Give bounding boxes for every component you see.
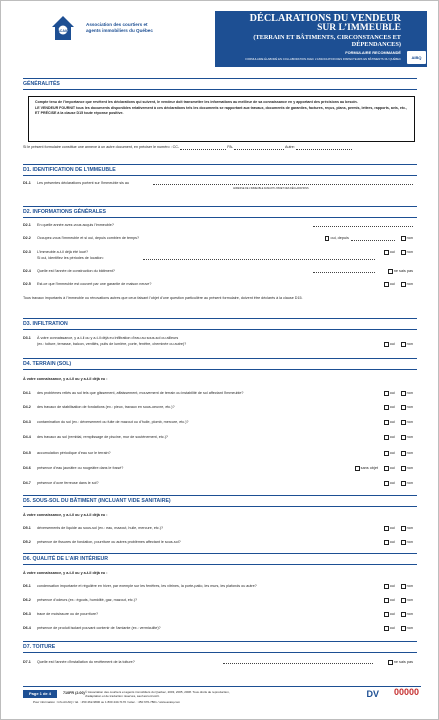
- question-d6-4: [23, 626, 417, 635]
- oui-checkbox[interactable]: [384, 405, 389, 410]
- divider: [23, 329, 417, 330]
- question-d4-2: [23, 405, 417, 414]
- question-code: D2.3: [23, 250, 31, 254]
- yes-no: oui, depuis non: [319, 236, 413, 241]
- divider: [23, 358, 417, 359]
- oui-checkbox[interactable]: [384, 598, 389, 603]
- form-number: 710FR (2.00): [63, 691, 85, 695]
- non-checkbox[interactable]: [401, 540, 406, 545]
- non-checkbox[interactable]: [401, 282, 406, 287]
- oui-checkbox[interactable]: [384, 584, 389, 589]
- question-d2-4: [23, 269, 417, 278]
- question-d6-2: [23, 598, 417, 607]
- yes-no: oui non: [378, 612, 413, 617]
- non-checkbox[interactable]: [401, 451, 406, 456]
- question-d4-6: [23, 466, 417, 475]
- address-sublabel: ADRESSE DE L’IMMEUBLE FAISANT L’OBJET DES DÉCLARATIONS: [233, 187, 309, 190]
- annex-text: Si le présent formulaire constitue une annexe à un autre document, en préciser le numéro : CC-: [23, 145, 180, 149]
- non-checkbox[interactable]: [401, 236, 406, 241]
- yes-no: oui non: [378, 451, 413, 456]
- yes-no: oui non: [378, 584, 413, 589]
- yes-no: oui non: [378, 598, 413, 603]
- question-code: D6.2: [23, 598, 31, 602]
- title-line3: (TERRAIN ET BÂTIMENTS, CIRCONSTANCES ET DÉPENDANCES): [253, 33, 401, 48]
- yes-no: sans objet oui non: [349, 466, 413, 471]
- oui-checkbox[interactable]: [384, 612, 389, 617]
- svg-text:ACAIQ: ACAIQ: [57, 29, 69, 33]
- question-d2-1: [23, 223, 417, 232]
- yes-no: oui non: [378, 391, 413, 396]
- yes-no: oui non: [378, 481, 413, 486]
- acaiq-logo: [51, 15, 75, 41]
- section-heading-general: GÉNÉRALITÉS: [23, 81, 60, 87]
- divider: [23, 164, 417, 165]
- annex-autre-field[interactable]: [296, 146, 352, 150]
- divider: [23, 78, 417, 79]
- oui-checkbox[interactable]: [384, 626, 389, 631]
- non-checkbox[interactable]: [401, 420, 406, 425]
- d2-note: Tous travaux importants à l’immeuble ou rénovations autres que ceux faisant l’objet d’une question particulière au présent formulaire, doivent être déclarés à la clause D15.: [23, 296, 303, 300]
- question-text: présence de produit isolant pouvant contenir de l’amiante (ex.: vermiculite)?: [37, 626, 161, 630]
- annex-pa-field[interactable]: [234, 146, 284, 150]
- question-text: En quelle année avez-vous acquis l’immeuble?: [37, 223, 114, 227]
- question-d4-5: [23, 451, 417, 460]
- answer-field[interactable]: [313, 223, 413, 227]
- yes-no: oui non: [378, 526, 413, 531]
- yes-no: oui non: [378, 342, 413, 347]
- question-d4-7: [23, 481, 417, 490]
- question-code: D7.1: [23, 660, 31, 664]
- question-code: D5.1: [23, 526, 31, 530]
- question-d4-4: [23, 435, 417, 444]
- question-code: D4.1: [23, 391, 31, 395]
- oui-checkbox[interactable]: [384, 435, 389, 440]
- yes-no: oui non: [378, 420, 413, 425]
- page-indicator: Page 1 de 4: [23, 690, 57, 698]
- roof-year-field[interactable]: [223, 660, 373, 664]
- question-text: Quelle est l’année d’installation du revêtement de la toiture?: [37, 660, 135, 664]
- oui-checkbox[interactable]: [384, 526, 389, 531]
- divider: [23, 641, 417, 642]
- yes-no: oui non: [378, 282, 413, 287]
- question-text: présence de fissures de fondation, pourriture ou autres problèmes affectant le sous-sol?: [37, 540, 181, 544]
- rental-periods-field[interactable]: [143, 256, 375, 260]
- yes-no: oui non: [378, 435, 413, 440]
- question-code: D4.6: [23, 466, 31, 470]
- question-text: des travaux au sol (remblai, remplissage de piscine, mur de soutènement, etc.)?: [37, 435, 168, 439]
- question-text: condensation importante et régulière en hiver, par exemple sur les fenêtres, les vitrines, la porte-patio, les murs, les plafonds ou autre?: [37, 584, 257, 588]
- annex-pa-label: PA-: [227, 145, 234, 149]
- question-d7-1: [23, 660, 417, 669]
- non-checkbox[interactable]: [401, 466, 406, 471]
- question-code: D2.5: [23, 282, 31, 286]
- header: [13, 11, 429, 73]
- section-heading-d5: D5. SOUS-SOL DU BÂTIMENT (INCLUANT VIDE SANITAIRE): [23, 498, 171, 504]
- title-line4: FORMULAIRE RECOMMANDÉ: [345, 49, 401, 55]
- question-text: déversements de liquide au sous-sol (ex.: eau, mazout, huile, mercure, etc.)?: [37, 526, 164, 530]
- title-box: [215, 11, 427, 67]
- divider: [23, 564, 417, 565]
- divider: [23, 175, 417, 176]
- oui-checkbox[interactable]: [384, 391, 389, 396]
- dv-label: DV: [366, 689, 379, 699]
- divider: [23, 206, 417, 207]
- non-checkbox[interactable]: [401, 598, 406, 603]
- footer: [23, 686, 421, 706]
- yes-no: oui non: [378, 540, 413, 545]
- divider: [23, 89, 417, 90]
- oui-checkbox[interactable]: [384, 540, 389, 545]
- non-checkbox[interactable]: [401, 405, 406, 410]
- question-text: Est-ce que l’immeuble est couvert par une garantie de maison neuve?: [37, 282, 152, 286]
- question-code: D3.1: [23, 336, 31, 340]
- annex-cc-field[interactable]: [180, 146, 226, 150]
- construction-year-field[interactable]: [313, 269, 375, 273]
- org-name: Association des courtiers et agents immobiliers du Québec: [86, 22, 153, 33]
- yes-no: oui non: [378, 405, 413, 410]
- non-checkbox[interactable]: [401, 391, 406, 396]
- question-d2-2: [23, 236, 417, 245]
- d5-intro: À votre connaissance, y a-t-il ou y a-t-il déjà eu :: [23, 513, 108, 517]
- section-heading-d2: D2. INFORMATIONS GÉNÉRALES: [23, 209, 106, 215]
- question-code: D4.2: [23, 405, 31, 409]
- question-text: Quelle est l’année de construction du bâtiment?: [37, 269, 115, 273]
- divider: [23, 652, 417, 653]
- question-code: D6.4: [23, 626, 31, 630]
- non-checkbox[interactable]: [401, 526, 406, 531]
- question-text: des travaux de stabilisation de fondations (ex.: pieux, travaux en sous-oeuvre, etc.)?: [37, 405, 175, 409]
- question-code: D2.4: [23, 269, 31, 273]
- oui-checkbox[interactable]: [384, 342, 389, 347]
- question-subtext: (ex.: toiture, terrasse, balcon, ventilés, puits de lumière, porte, fenêtre, cheminée ou autre)?: [37, 342, 187, 346]
- section-heading-d1: D1. IDENTIFICATION DE L’IMMEUBLE: [23, 167, 116, 173]
- question-text: des problèmes reliés au sol tels que glissement, affaissement, mouvement de terrain ou instabilité de sol affectant l’immeuble?: [37, 391, 244, 395]
- oui-checkbox[interactable]: [384, 250, 389, 255]
- question-code: D2.2: [23, 236, 31, 240]
- non-checkbox[interactable]: [401, 481, 406, 486]
- oui-checkbox[interactable]: [384, 481, 389, 486]
- annex-row: [23, 145, 417, 150]
- copyright: © Association des courtiers et agents immobiliers du Québec, 2003, 2005, 2008. Tous droits de reproduction, d’adaptation et de traduction réservés, sauf accord écrit.: [85, 690, 230, 698]
- oui-checkbox[interactable]: [384, 282, 389, 287]
- aibq-badge: AIBQ: [407, 51, 426, 64]
- divider: [23, 553, 417, 554]
- divider: [23, 318, 417, 319]
- question-d2-3: [23, 250, 417, 264]
- ne-sais-pas-checkbox[interactable]: [388, 269, 393, 274]
- question-text: contamination du sol (ex.: déversement ou fuite de mazout ou d’huile, plomb, mercure, etc.)?: [37, 420, 189, 424]
- non-checkbox[interactable]: [401, 435, 406, 440]
- divider: [23, 495, 417, 496]
- d4-intro: À votre connaissance, y a-t-il ou y a-t-il déjà eu :: [23, 377, 108, 381]
- divider: [23, 369, 417, 370]
- section-heading-d3: D3. INFILTRATION: [23, 321, 68, 327]
- question-code: D1.1: [23, 181, 31, 185]
- contact-info: Pour information : Info ACAIQ / tél. : 450 462-9800 ou 1 800 440-7170 / télec. : 450 676-7801 / www.acaiq.com: [33, 700, 181, 704]
- question-text: présence d’ocre ferreuse dans le sol?: [37, 481, 99, 485]
- oui-checkbox[interactable]: [384, 420, 389, 425]
- question-d1-1: [23, 181, 417, 190]
- d6-intro: À votre connaissance, y a-t-il ou y a-t-il déjà eu :: [23, 571, 108, 575]
- yes-no: oui non: [378, 250, 413, 255]
- question-text: présence d’odeurs (ex.: égouts, humidité, gaz, mazout, etc.)?: [37, 598, 138, 602]
- question-text: Les présentes déclarations portent sur l’immeuble sis au: [37, 181, 130, 185]
- question-code: D4.5: [23, 451, 31, 455]
- question-text: L’immeuble a-t-il déjà été loué?: [37, 250, 89, 254]
- question-code: D5.2: [23, 540, 31, 544]
- non-checkbox[interactable]: [401, 584, 406, 589]
- title-line2: SUR L’IMMEUBLE: [317, 23, 401, 33]
- address-field[interactable]: [153, 181, 413, 185]
- question-text: présence d’eau jaunâtre ou rougeâtre dans le fossé?: [37, 466, 124, 470]
- unknown-option: ne sais pas: [382, 660, 413, 665]
- section-heading-d6: D6. QUALITÉ DE L’AIR INTÉRIEUR: [23, 556, 109, 562]
- title-line5: FORMULAIRE ÉLABORÉ EN COLLABORATION AVEC L’ASSOCIATION DES INSPECTEURS EN BÂTIMENTS DU QUÉBEC: [245, 57, 401, 61]
- annex-autre-label: Autre:: [285, 145, 295, 149]
- question-d4-3: [23, 420, 417, 429]
- question-code: D4.7: [23, 481, 31, 485]
- question-text: accumulation périodique d’eau sur le terrain?: [37, 451, 111, 455]
- question-d4-1: [23, 391, 417, 400]
- section-heading-d7: D7. TOITURE: [23, 644, 56, 650]
- non-checkbox[interactable]: [401, 342, 406, 347]
- ne-sais-pas-checkbox[interactable]: [388, 660, 393, 665]
- divider: [23, 217, 417, 218]
- question-code: D4.4: [23, 435, 31, 439]
- question-d6-1: [23, 584, 417, 593]
- question-text: trace de moisissure ou de pourriture?: [37, 612, 99, 616]
- divider: [23, 506, 417, 507]
- oui-checkbox[interactable]: [325, 236, 330, 241]
- question-text: À votre connaissance, y a-t-il ou y a-t-il déjà eu infiltration d’eau au sous-sol ou ailleurs: [37, 336, 179, 340]
- non-checkbox[interactable]: [401, 612, 406, 617]
- question-d3-1: [23, 336, 417, 350]
- question-code: D6.1: [23, 584, 31, 588]
- non-checkbox[interactable]: [401, 250, 406, 255]
- unknown-option: ne sais pas: [382, 269, 413, 274]
- oui-checkbox[interactable]: [384, 466, 389, 471]
- question-d5-1: [23, 526, 417, 535]
- question-d2-5: [23, 282, 417, 291]
- since-field[interactable]: [351, 237, 395, 241]
- oui-checkbox[interactable]: [384, 451, 389, 456]
- section-heading-d4: D4. TERRAIN (SOL): [23, 361, 72, 367]
- question-d5-2: [23, 540, 417, 549]
- yes-no: oui non: [378, 626, 413, 631]
- question-code: D6.3: [23, 612, 31, 616]
- question-subtext: Si oui, identifiez les périodes de location:: [37, 256, 104, 260]
- question-code: D2.1: [23, 223, 31, 227]
- title-line1: DÉCLARATIONS DU VENDEUR: [249, 13, 401, 24]
- general-note-1: Compte tenu de l’importance que revêtent les déclarations qui suivent, le vendeur doit transmettre les informations au meilleur de sa connaissance en y apportant des précisions au besoin.: [35, 100, 358, 104]
- general-note-2: LE VENDEUR FOURNIT tous les documents disponibles relativement à ces déclarations tels les documents se rapportant aux travaux, documents de garanties, factures, reçus, plans, permis, lettres, rapports, avis, etc., ET PRÉCISE à la clause D15 toute réponse positive.: [35, 105, 408, 116]
- question-text: Occupez-vous l’immeuble et si oui, depuis combien de temps?: [37, 236, 140, 240]
- non-checkbox[interactable]: [401, 626, 406, 631]
- dv-number: 00000: [393, 687, 419, 697]
- question-code: D4.3: [23, 420, 31, 424]
- sans-objet-checkbox[interactable]: [355, 466, 360, 471]
- question-d6-3: [23, 612, 417, 621]
- general-note-box: [28, 96, 415, 142]
